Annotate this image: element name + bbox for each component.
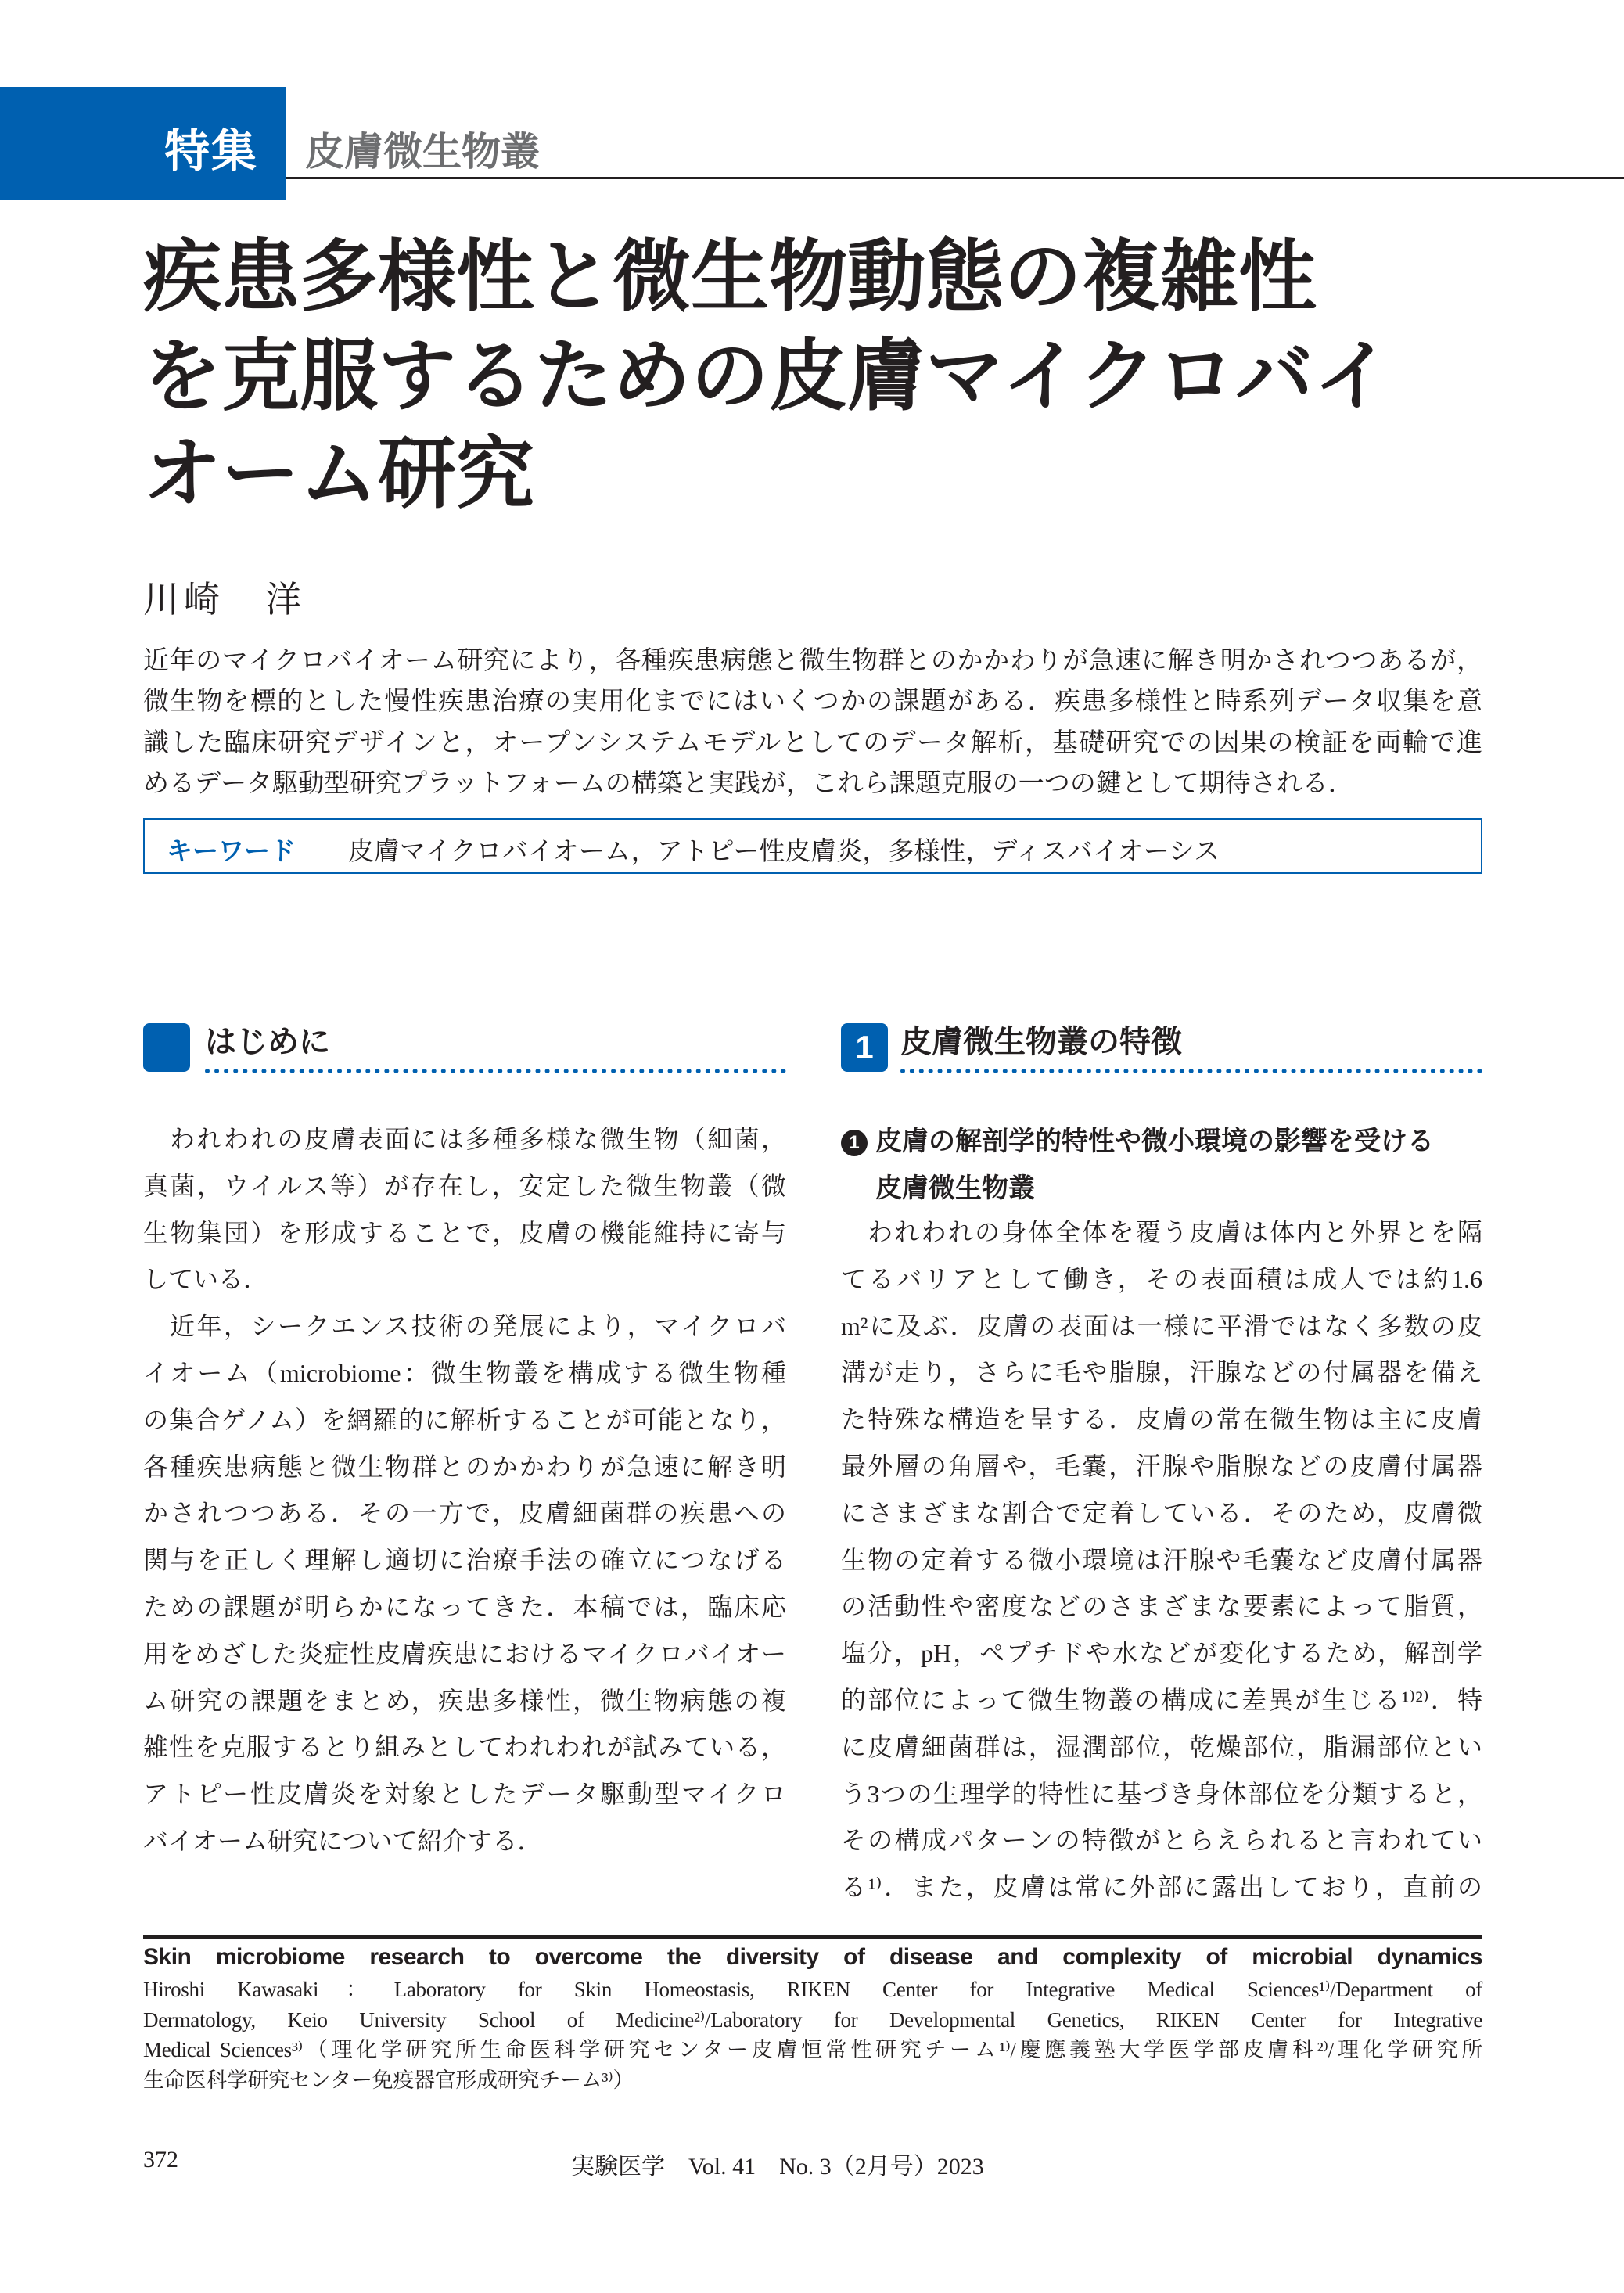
- article-title-line: オーム研究: [143, 430, 534, 518]
- keywords-list: 皮膚マイクロバイオーム，アトピー性皮膚炎，多様性，ディスバイオーシス: [348, 836, 1220, 865]
- english-title: Skin microbiome research to overcome the diversity of disease and complexity of microbial dynamics: [143, 1944, 1482, 1970]
- author-name: 川崎 洋: [143, 579, 306, 620]
- body-text-line: 溝が走り，さらに毛や脂腺，汗腺などの付属器を備え: [841, 1358, 1482, 1387]
- footer-rule: [143, 1935, 1482, 1939]
- section-number: 1: [841, 1023, 888, 1072]
- header-rule: [286, 177, 1624, 179]
- body-text-line: てるバリアとして働き，その表面積は成人では約1.6: [841, 1264, 1482, 1293]
- affiliation-line: 生命医科学研究センター免疫器官形成研究チーム³⁾）: [143, 2068, 634, 2093]
- body-text-line: ム研究の課題をまとめ，疾患多様性，微生物病態の複: [143, 1686, 786, 1715]
- section-marker: [143, 1023, 190, 1072]
- body-text-line: にさまざまな割合で定着している．そのため，皮膚微: [841, 1498, 1482, 1527]
- body-text-line: う3つの生理学的特性に基づき身体部位を分類すると，: [841, 1779, 1482, 1808]
- body-text-line: かされつつある．その一方で，皮膚細菌群の疾患への: [143, 1499, 786, 1528]
- body-text-line: の集合ゲノム）を網羅的に解析することが可能となり，: [143, 1405, 786, 1434]
- section-title-intro: はじめに: [205, 1025, 330, 1059]
- section-divider: [900, 1069, 1482, 1073]
- body-text-line: 雑性を克服するとり組みとしてわれわれが試みている，: [143, 1733, 786, 1762]
- body-text-line: 塩分，pH，ペプチドや水などが変化するため，解剖学: [841, 1639, 1482, 1668]
- feature-label: 特集: [164, 126, 259, 177]
- feature-topic: 皮膚微生物叢: [305, 130, 540, 174]
- body-text-line: バイオーム研究について紹介する．: [143, 1827, 543, 1855]
- abstract-line: 識した臨床研究デザインと，オープンシステムモデルとしてのデータ解析，基礎研究での因果の検証を両輪で進: [143, 728, 1482, 757]
- body-text-line: 真菌，ウイルス等）が存在し，安定した微生物叢（微: [143, 1171, 786, 1200]
- body-text-line: アトピー性皮膚炎を対象としたデータ駆動型マイクロ: [143, 1780, 786, 1809]
- body-text-line: われわれの皮膚表面には多種多様な微生物（細菌，: [170, 1125, 786, 1153]
- affiliation-line: Hiroshi Kawasaki：Laboratory for Skin Homeostasis, RIKEN Center for Integrative Medical Sciences¹⁾/Department of: [143, 1978, 1482, 2001]
- keywords-box: [143, 818, 1482, 874]
- keywords-label: キーワード: [167, 836, 296, 865]
- subsection-title-line: 皮膚微生物叢: [875, 1173, 1035, 1203]
- article-title-line: 疾患多様性と微生物動態の複雑性: [143, 233, 1317, 321]
- abstract-line: 近年のマイクロバイオーム研究により，各種疾患病態と微生物群とのかかわりが急速に解き明かされつつあるが，: [143, 647, 1482, 675]
- body-text-line: 近年，シークエンス技術の発展により，マイクロバ: [170, 1312, 786, 1341]
- circled-number-icon: 1: [841, 1130, 868, 1156]
- body-text-line: る¹⁾．また，皮膚は常に外部に露出しており，直前の: [841, 1873, 1482, 1902]
- body-text-line: ための課題が明らかになってきた．本稿では，臨床応: [143, 1593, 786, 1621]
- body-text-line: m²に及ぶ．皮膚の表面は一様に平滑ではなく多数の皮: [841, 1311, 1482, 1340]
- body-text-line: の活動性や密度などのさまざまな要素によって脂質，: [841, 1592, 1482, 1621]
- journal-info: 実験医学 Vol. 41 No. 3（2月号）2023: [571, 2154, 984, 2180]
- body-text-line: た特殊な構造を呈する．皮膚の常在微生物は主に皮膚: [841, 1405, 1482, 1434]
- body-text-line: 各種疾患病態と微生物群とのかかわりが急速に解き明: [143, 1452, 786, 1481]
- affiliation-line: Dermatology, Keio University School of Medicine²⁾/Laboratory for Developmental Genetics, RIKEN Center for Integrative: [143, 2007, 1482, 2032]
- body-text-line: 生物の定着する微小環境は汗腺や毛嚢など皮膚付属器: [841, 1545, 1482, 1574]
- section-divider: [205, 1069, 786, 1073]
- body-text-line: 関与を正しく理解し適切に治療手法の確立につなげる: [143, 1546, 786, 1575]
- section-title-1: 皮膚微生物叢の特徴: [900, 1025, 1182, 1059]
- body-text-line: イオーム（microbiome：微生物叢を構成する微生物種: [143, 1359, 786, 1387]
- body-text-line: 用をめざした炎症性皮膚疾患におけるマイクロバイオー: [143, 1639, 786, 1668]
- subsection-title-line: 皮膚の解剖学的特性や微小環境の影響を受ける: [875, 1127, 1434, 1156]
- body-text-line: 的部位によって微生物叢の構成に差異が生じる¹⁾²⁾．特: [841, 1686, 1482, 1714]
- abstract-line: 微生物を標的とした慢性疾患治療の実用化までにはいくつかの課題がある．疾患多様性と時系列データ収集を意: [143, 688, 1483, 717]
- abstract-line: めるデータ駆動型研究プラットフォームの構築と実践が，これら課題克服の一つの鍵として期待される．: [143, 769, 1354, 798]
- affiliation-line: Medical Sciences³⁾（理化学研究所生命医科学研究センター皮膚恒常性研究チーム¹⁾/慶應義塾大学医学部皮膚科²⁾/理化学研究所: [143, 2038, 1482, 2062]
- body-text-line: している．: [143, 1265, 269, 1294]
- article-title-line: を克服するための皮膚マイクロバイ: [143, 332, 1392, 420]
- subsection-heading: [841, 1118, 1434, 1165]
- body-text-line: に皮膚細菌群は，湿潤部位，乾燥部位，脂漏部位とい: [841, 1732, 1482, 1761]
- body-text-line: われわれの身体全体を覆う皮膚は体内と外界とを隔: [868, 1218, 1482, 1246]
- body-text-line: その構成パターンの特徴がとらえられると言われてい: [841, 1826, 1482, 1855]
- page-number: 372: [143, 2147, 178, 2173]
- body-text-line: 生物集団）を形成することで，皮膚の機能維持に寄与: [143, 1218, 786, 1247]
- body-text-line: 最外層の角層や，毛嚢，汗腺や脂腺などの皮膚付属器: [841, 1452, 1482, 1480]
